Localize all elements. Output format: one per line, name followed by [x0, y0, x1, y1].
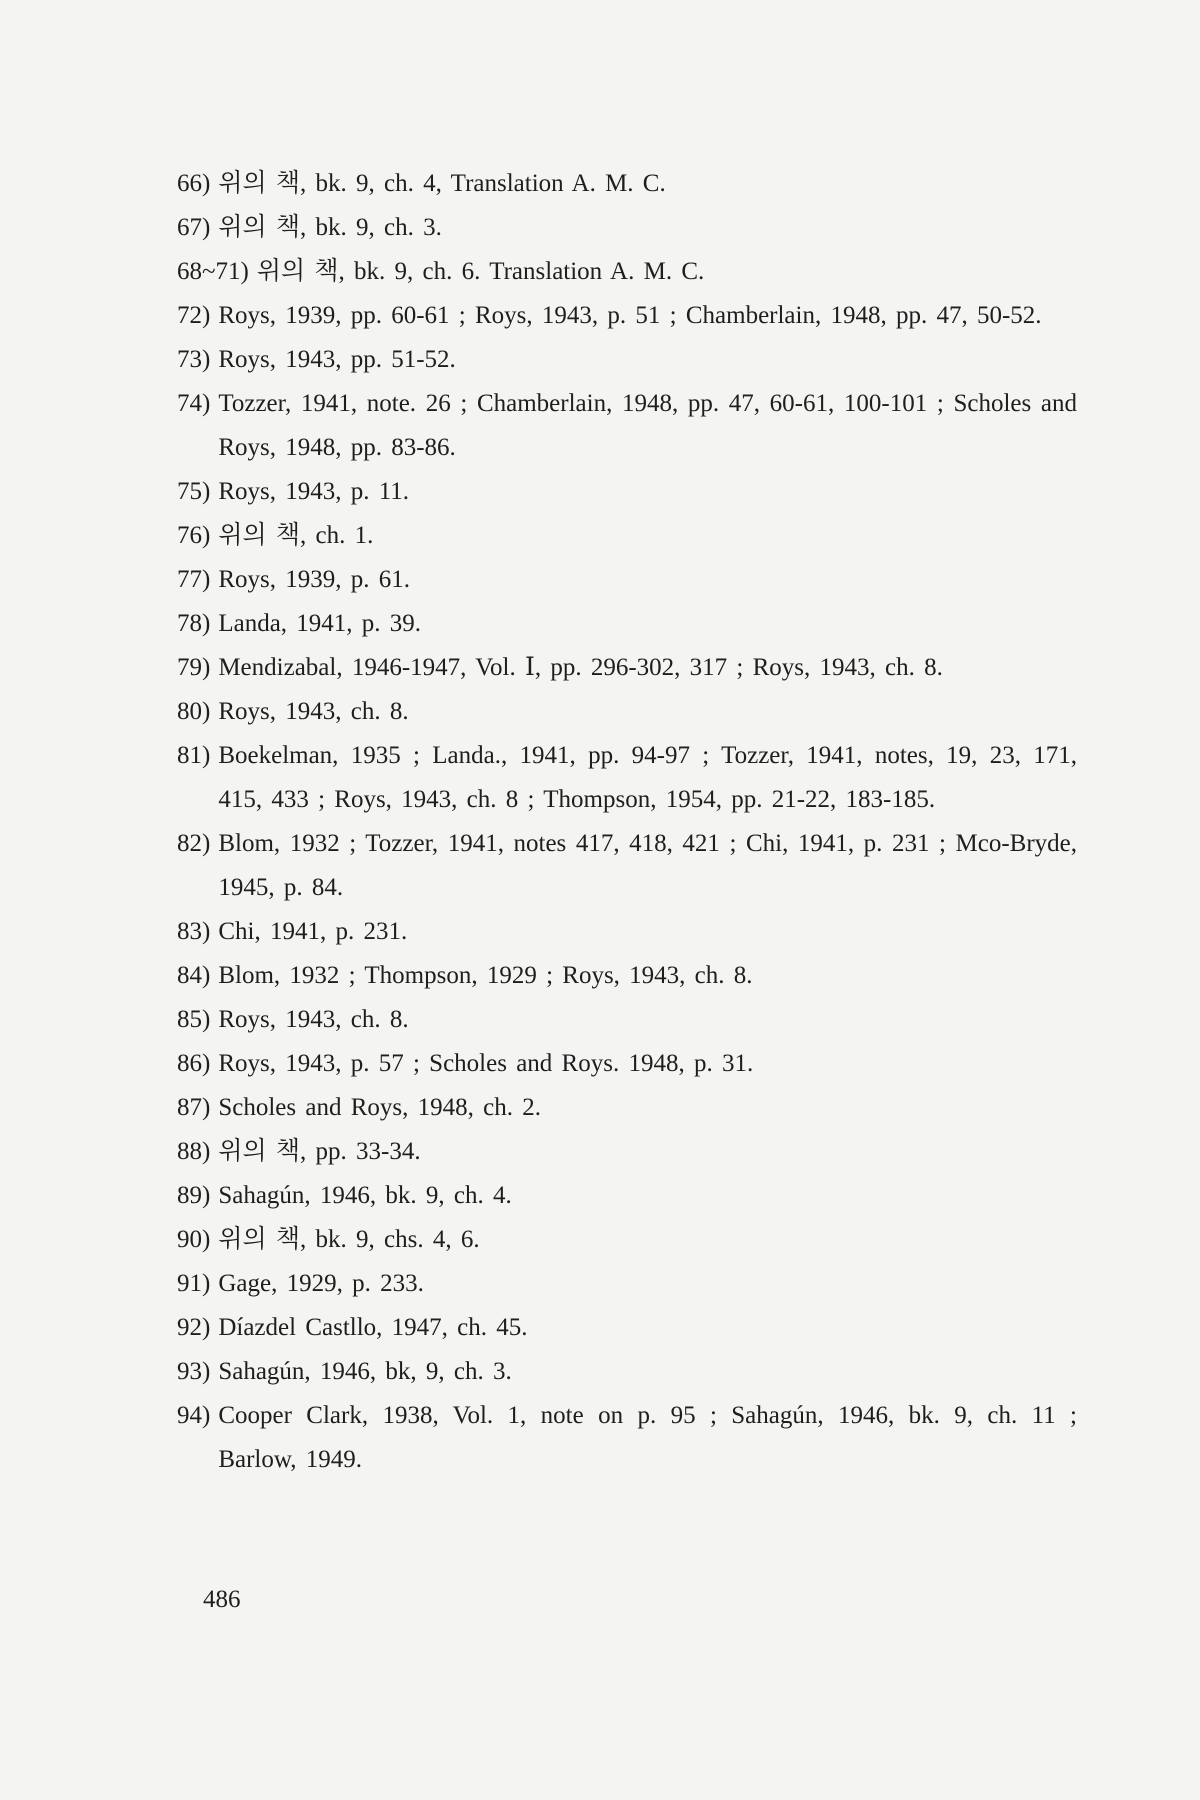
endnote-73 — [177, 338, 1077, 382]
endnote-number: 77) — [177, 566, 211, 593]
endnote-text: Scholes and Roys, 1948, ch. 2. — [218, 1094, 541, 1121]
endnote-number: 82) — [177, 830, 211, 857]
endnote-77 — [177, 558, 1077, 602]
endnote-number: 74) — [177, 390, 211, 417]
endnote-text: Roys, 1943, ch. 8. — [218, 1006, 409, 1033]
endnote-76 — [177, 514, 1077, 558]
endnote-number: 78) — [177, 610, 211, 637]
endnote-text: Sahagún, 1946, bk, 9, ch. 3. — [218, 1358, 512, 1385]
endnote-72 — [177, 294, 1077, 338]
endnote-text: 위의 책, pp. 33-34. — [218, 1138, 421, 1165]
endnote-87 — [177, 1086, 1077, 1130]
endnote-text: Sahagún, 1946, bk. 9, ch. 4. — [218, 1182, 512, 1209]
endnote-text: Roys, 1943, pp. 51-52. — [218, 346, 456, 373]
endnote-number: 85) — [177, 1006, 211, 1033]
endnote-text: Cooper Clark, 1938, Vol. 1, note on p. 95 ; Sahagún, 1946, bk. 9, ch. 11 ; Barlow, 1949. — [218, 1402, 1077, 1473]
endnote-text: Blom, 1932 ; Thompson, 1929 ; Roys, 1943, ch. 8. — [218, 962, 753, 989]
endnote-88 — [177, 1130, 1077, 1174]
endnote-text: Tozzer, 1941, note. 26 ; Chamberlain, 1948, pp. 47, 60-61, 100-101 ; Scholes and Roys, 1948, pp. 83-86. — [218, 390, 1077, 461]
page-number: 486 — [203, 1586, 241, 1613]
endnote-text: Roys, 1943, p. 11. — [218, 478, 410, 505]
endnote-number: 92) — [177, 1314, 211, 1341]
endnote-80 — [177, 690, 1077, 734]
endnote-number: 80) — [177, 698, 211, 725]
endnote-text: Roys, 1943, ch. 8. — [218, 698, 409, 725]
endnote-68-71 — [177, 250, 1077, 294]
endnote-text: Roys, 1939, pp. 60-61 ; Roys, 1943, p. 51 ; Chamberlain, 1948, pp. 47, 50-52. — [218, 302, 1042, 329]
endnote-number: 68~71) — [177, 258, 249, 285]
endnote-number: 67) — [177, 214, 211, 241]
endnote-90 — [177, 1218, 1077, 1262]
endnote-text: Mendizabal, 1946-1947, Vol. Ⅰ, pp. 296-302, 317 ; Roys, 1943, ch. 8. — [218, 654, 943, 681]
endnote-number: 66) — [177, 170, 211, 197]
endnote-text: 위의 책, bk. 9, chs. 4, 6. — [218, 1226, 480, 1253]
endnote-number: 83) — [177, 918, 211, 945]
endnote-text: Gage, 1929, p. 233. — [218, 1270, 424, 1297]
endnote-number: 91) — [177, 1270, 211, 1297]
endnote-93 — [177, 1350, 1077, 1394]
endnote-83 — [177, 910, 1077, 954]
endnote-78 — [177, 602, 1077, 646]
endnote-number: 90) — [177, 1226, 211, 1253]
endnote-81 — [177, 734, 1077, 822]
endnote-text: 위의 책, bk. 9, ch. 4, Translation A. M. C. — [218, 170, 666, 197]
endnote-number: 89) — [177, 1182, 211, 1209]
endnotes-list — [177, 162, 1077, 1482]
endnote-89 — [177, 1174, 1077, 1218]
endnote-74 — [177, 382, 1077, 470]
endnote-number: 79) — [177, 654, 211, 681]
endnote-number: 86) — [177, 1050, 211, 1077]
endnote-number: 88) — [177, 1138, 211, 1165]
endnote-85 — [177, 998, 1077, 1042]
endnote-number: 72) — [177, 302, 211, 329]
endnote-text: 위의 책, ch. 1. — [218, 522, 374, 549]
endnote-text: Roys, 1943, p. 57 ; Scholes and Roys. 1948, p. 31. — [218, 1050, 754, 1077]
endnote-text: Díazdel Castllo, 1947, ch. 45. — [218, 1314, 528, 1341]
endnote-67 — [177, 206, 1077, 250]
endnote-66 — [177, 162, 1077, 206]
endnote-79 — [177, 646, 1077, 690]
endnote-84 — [177, 954, 1077, 998]
endnote-86 — [177, 1042, 1077, 1086]
endnote-text: 위의 책, bk. 9, ch. 3. — [218, 214, 442, 241]
endnote-number: 76) — [177, 522, 211, 549]
endnote-number: 81) — [177, 742, 211, 769]
endnote-text: Blom, 1932 ; Tozzer, 1941, notes 417, 418, 421 ; Chi, 1941, p. 231 ; Mco-Bryde, 1945, p. 84. — [218, 830, 1077, 901]
endnote-number: 87) — [177, 1094, 211, 1121]
endnote-number: 73) — [177, 346, 211, 373]
endnote-92 — [177, 1306, 1077, 1350]
endnote-94 — [177, 1394, 1077, 1482]
endnote-text: Landa, 1941, p. 39. — [218, 610, 422, 637]
endnote-82 — [177, 822, 1077, 910]
endnote-text: Chi, 1941, p. 231. — [218, 918, 408, 945]
endnote-text: 위의 책, bk. 9, ch. 6. Translation A. M. C. — [256, 258, 705, 285]
endnote-75 — [177, 470, 1077, 514]
endnote-number: 84) — [177, 962, 211, 989]
endnote-number: 93) — [177, 1358, 211, 1385]
endnote-number: 94) — [177, 1402, 211, 1429]
endnote-text: Roys, 1939, p. 61. — [218, 566, 410, 593]
endnote-text: Boekelman, 1935 ; Landa., 1941, pp. 94-97 ; Tozzer, 1941, notes, 19, 23, 171, 415, 433 ; Roys, 1943, ch. 8 ; Thompson, 1954, pp. 21-22, 183-185. — [218, 742, 1077, 813]
endnote-number: 75) — [177, 478, 211, 505]
endnote-91 — [177, 1262, 1077, 1306]
